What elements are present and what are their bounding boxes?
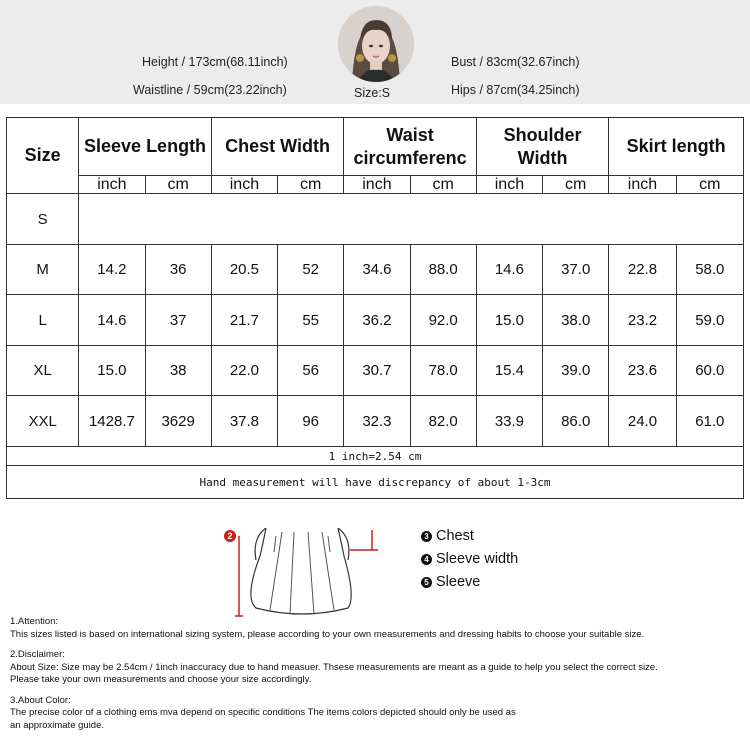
table-cell: 14.6 (476, 245, 542, 295)
unit-inch: inch (476, 176, 542, 194)
table-cell: 92.0 (410, 295, 476, 346)
unit-inch: inch (344, 176, 410, 194)
size-label: XXL (7, 396, 79, 447)
table-cell: 14.6 (79, 295, 145, 346)
size-label: S (7, 194, 79, 245)
table-cell: 60.0 (676, 346, 743, 396)
table-cell: 14.2 (79, 245, 145, 295)
header-sleeve-length: Sleeve Length (79, 118, 212, 176)
unit-inch: inch (211, 176, 277, 194)
header-waist: Waist circumferenc (344, 118, 477, 176)
number-4-icon: 4 (421, 554, 432, 565)
table-cell: 52 (278, 245, 344, 295)
table-cell: 15.0 (79, 346, 145, 396)
table-cell: 55 (278, 295, 344, 346)
table-cell: 24.0 (609, 396, 676, 447)
model-info-banner (0, 0, 750, 104)
header-size: Size (7, 118, 79, 194)
empty-row-cell (79, 194, 744, 245)
table-cell: 82.0 (410, 396, 476, 447)
header-skirt-length: Skirt length (609, 118, 744, 176)
table-cell: 37 (145, 295, 211, 346)
table-cell: 37.0 (543, 245, 609, 295)
table-cell: 34.6 (344, 245, 410, 295)
table-cell: 32.3 (344, 396, 410, 447)
color-title: 3.About Color: (10, 694, 71, 706)
table-cell: 58.0 (676, 245, 743, 295)
table-cell: 23.6 (609, 346, 676, 396)
table-cell: 30.7 (344, 346, 410, 396)
model-avatar (338, 6, 414, 82)
legend-item-sleeve-width (421, 551, 518, 567)
size-chart-table (6, 117, 744, 499)
unit-inch: inch (609, 176, 676, 194)
size-label: XL (7, 346, 79, 396)
model-bust: Bust / 83cm(32.67inch) (451, 55, 580, 69)
size-label: L (7, 295, 79, 346)
unit-cm: cm (410, 176, 476, 194)
model-height: Height / 173cm(68.11inch) (142, 55, 288, 69)
table-cell: 22.0 (211, 346, 277, 396)
table-cell: 56 (278, 346, 344, 396)
table-cell: 21.7 (211, 295, 277, 346)
table-cell: 39.0 (543, 346, 609, 396)
model-hips: Hips / 87cm(34.25inch) (451, 83, 580, 97)
disclaimer-text: About Size: Size may be 2.54cm / 1inch inaccuracy due to hand measuer. Thsese measurements are meant as a guide to help you select the correct size. (10, 661, 658, 673)
table-row-s (7, 194, 744, 245)
diagram-marker-label: 2 (227, 531, 233, 541)
table-cell: 38.0 (543, 295, 609, 346)
unit-cm: cm (278, 176, 344, 194)
table-cell: 33.9 (476, 396, 542, 447)
table-cell: 15.0 (476, 295, 542, 346)
legend-item-sleeve (421, 574, 480, 590)
unit-cm: cm (543, 176, 609, 194)
table-cell: 36.2 (344, 295, 410, 346)
legend-label: Sleeve width (436, 551, 519, 567)
model-waistline: Waistline / 59cm(23.22inch) (133, 83, 287, 97)
attention-title: 1.Attention: (10, 616, 59, 627)
header-chest-width: Chest Width (211, 118, 344, 176)
table-cell: 86.0 (543, 396, 609, 447)
attention-text: This sizes listed is based on international sizing system, please according to your own measurements and dressing habits to choose your suitable size. (10, 628, 645, 640)
table-cell: 38 (145, 346, 211, 396)
table-cell: 36 (145, 245, 211, 295)
disclaimer-text: Please take your own measurements and choose your size accordingly. (10, 674, 312, 685)
size-label: M (7, 245, 79, 295)
table-cell: 20.5 (211, 245, 277, 295)
table-cell: 88.0 (410, 245, 476, 295)
conversion-note: 1 inch=2.54 cm (7, 447, 744, 466)
color-text: an approximate guide. (10, 719, 105, 731)
table-cell: 22.8 (609, 245, 676, 295)
number-3-icon: 3 (421, 531, 432, 542)
table-cell: 1428.7 (79, 396, 145, 447)
dress-measurement-diagram (222, 528, 382, 624)
table-row-l (7, 295, 744, 346)
unit-cm: cm (145, 176, 211, 194)
unit-inch: inch (79, 176, 145, 194)
legend-label: Sleeve (436, 574, 481, 590)
number-5-icon: 5 (421, 577, 432, 588)
notes-section (10, 616, 748, 732)
legend-label: Chest (436, 528, 474, 544)
table-cell: 15.4 (476, 346, 542, 396)
table-cell: 23.2 (609, 295, 676, 346)
table-cell: 61.0 (676, 396, 743, 447)
color-text: The precise color of a clothing ems mva depend on specific conditions The items colors depicted should only be used as (10, 707, 516, 718)
table-row-m (7, 245, 744, 295)
table-row-xxl (7, 396, 744, 447)
model-portrait-image (338, 6, 414, 82)
model-size: Size:S (354, 86, 391, 100)
table-row-xl (7, 346, 744, 396)
table-cell: 96 (278, 396, 344, 447)
header-shoulder-width: Shoulder Width (476, 118, 609, 176)
disclaimer-title: 2.Disclaimer: (10, 649, 65, 660)
unit-cm: cm (676, 176, 743, 194)
table-cell: 78.0 (410, 346, 476, 396)
discrepancy-note: Hand measurement will have discrepancy of about 1-3cm (7, 466, 744, 499)
table-cell: 3629 (145, 396, 211, 447)
table-cell: 37.8 (211, 396, 277, 447)
table-cell: 59.0 (676, 295, 743, 346)
legend-item-chest (421, 528, 474, 544)
